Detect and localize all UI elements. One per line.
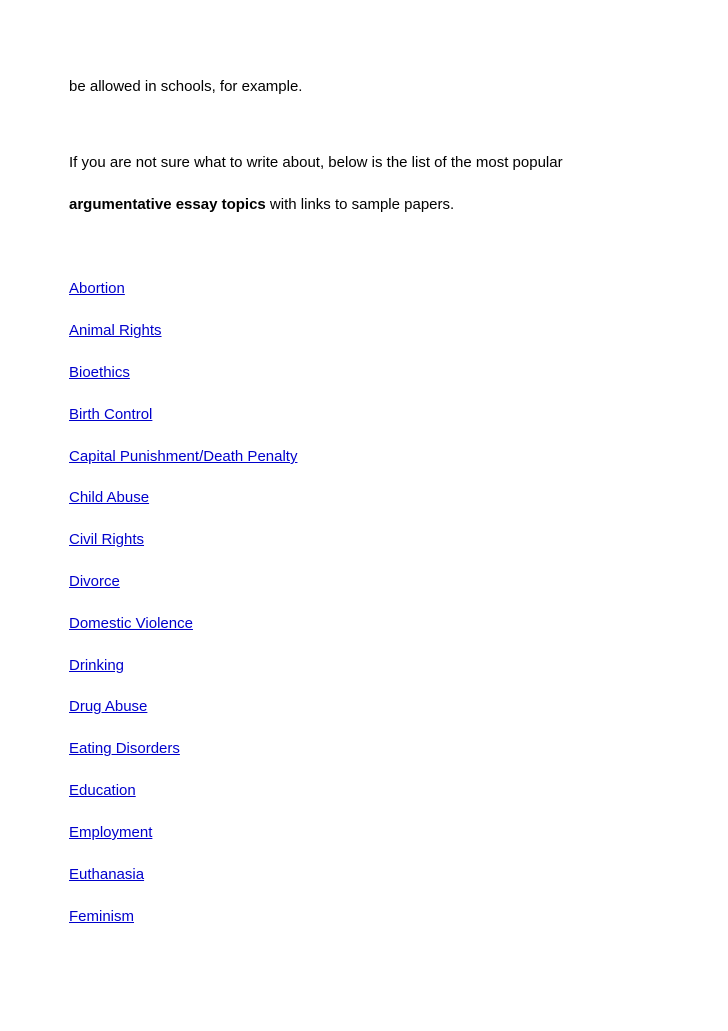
topic-link-domestic-violence[interactable]: Domestic Violence <box>69 615 193 632</box>
topic-link-employment[interactable]: Employment <box>69 824 153 841</box>
paragraph-intro-end <box>69 77 302 97</box>
topic-link-capital-punishment[interactable]: Capital Punishment/Death Penalty <box>69 448 298 465</box>
paragraph-intro-end-text: be allowed in schools, for example. <box>69 78 303 95</box>
topic-link-bioethics[interactable]: Bioethics <box>69 364 130 381</box>
topic-link-civil-rights[interactable]: Civil Rights <box>69 531 145 548</box>
topic-link-abortion[interactable]: Abortion <box>69 280 125 297</box>
topic-link-birth-control[interactable]: Birth Control <box>69 406 153 423</box>
topic-link-animal-rights[interactable]: Animal Rights <box>69 322 162 339</box>
topic-link-education[interactable]: Education <box>69 782 136 799</box>
bold-phrase-argumentative-essay-topics: argumentative essay topics <box>69 196 266 213</box>
topic-link-euthanasia[interactable]: Euthanasia <box>69 866 145 883</box>
topic-link-divorce[interactable]: Divorce <box>69 573 120 590</box>
paragraph-topics-intro-line1-text: If you are not sure what to write about, below is the list of the most popular <box>69 154 563 171</box>
topic-link-drug-abuse[interactable]: Drug Abuse <box>69 698 148 715</box>
topic-link-feminism[interactable]: Feminism <box>69 908 135 925</box>
topic-link-eating-disorders[interactable]: Eating Disorders <box>69 740 180 757</box>
paragraph-topics-intro-line1 <box>69 153 563 173</box>
topic-link-drinking[interactable]: Drinking <box>69 657 125 674</box>
paragraph-topics-intro-line2-rest: with links to sample papers. <box>265 196 455 213</box>
topic-link-child-abuse[interactable]: Child Abuse <box>69 489 150 506</box>
paragraph-topics-intro-line2 <box>69 195 454 215</box>
